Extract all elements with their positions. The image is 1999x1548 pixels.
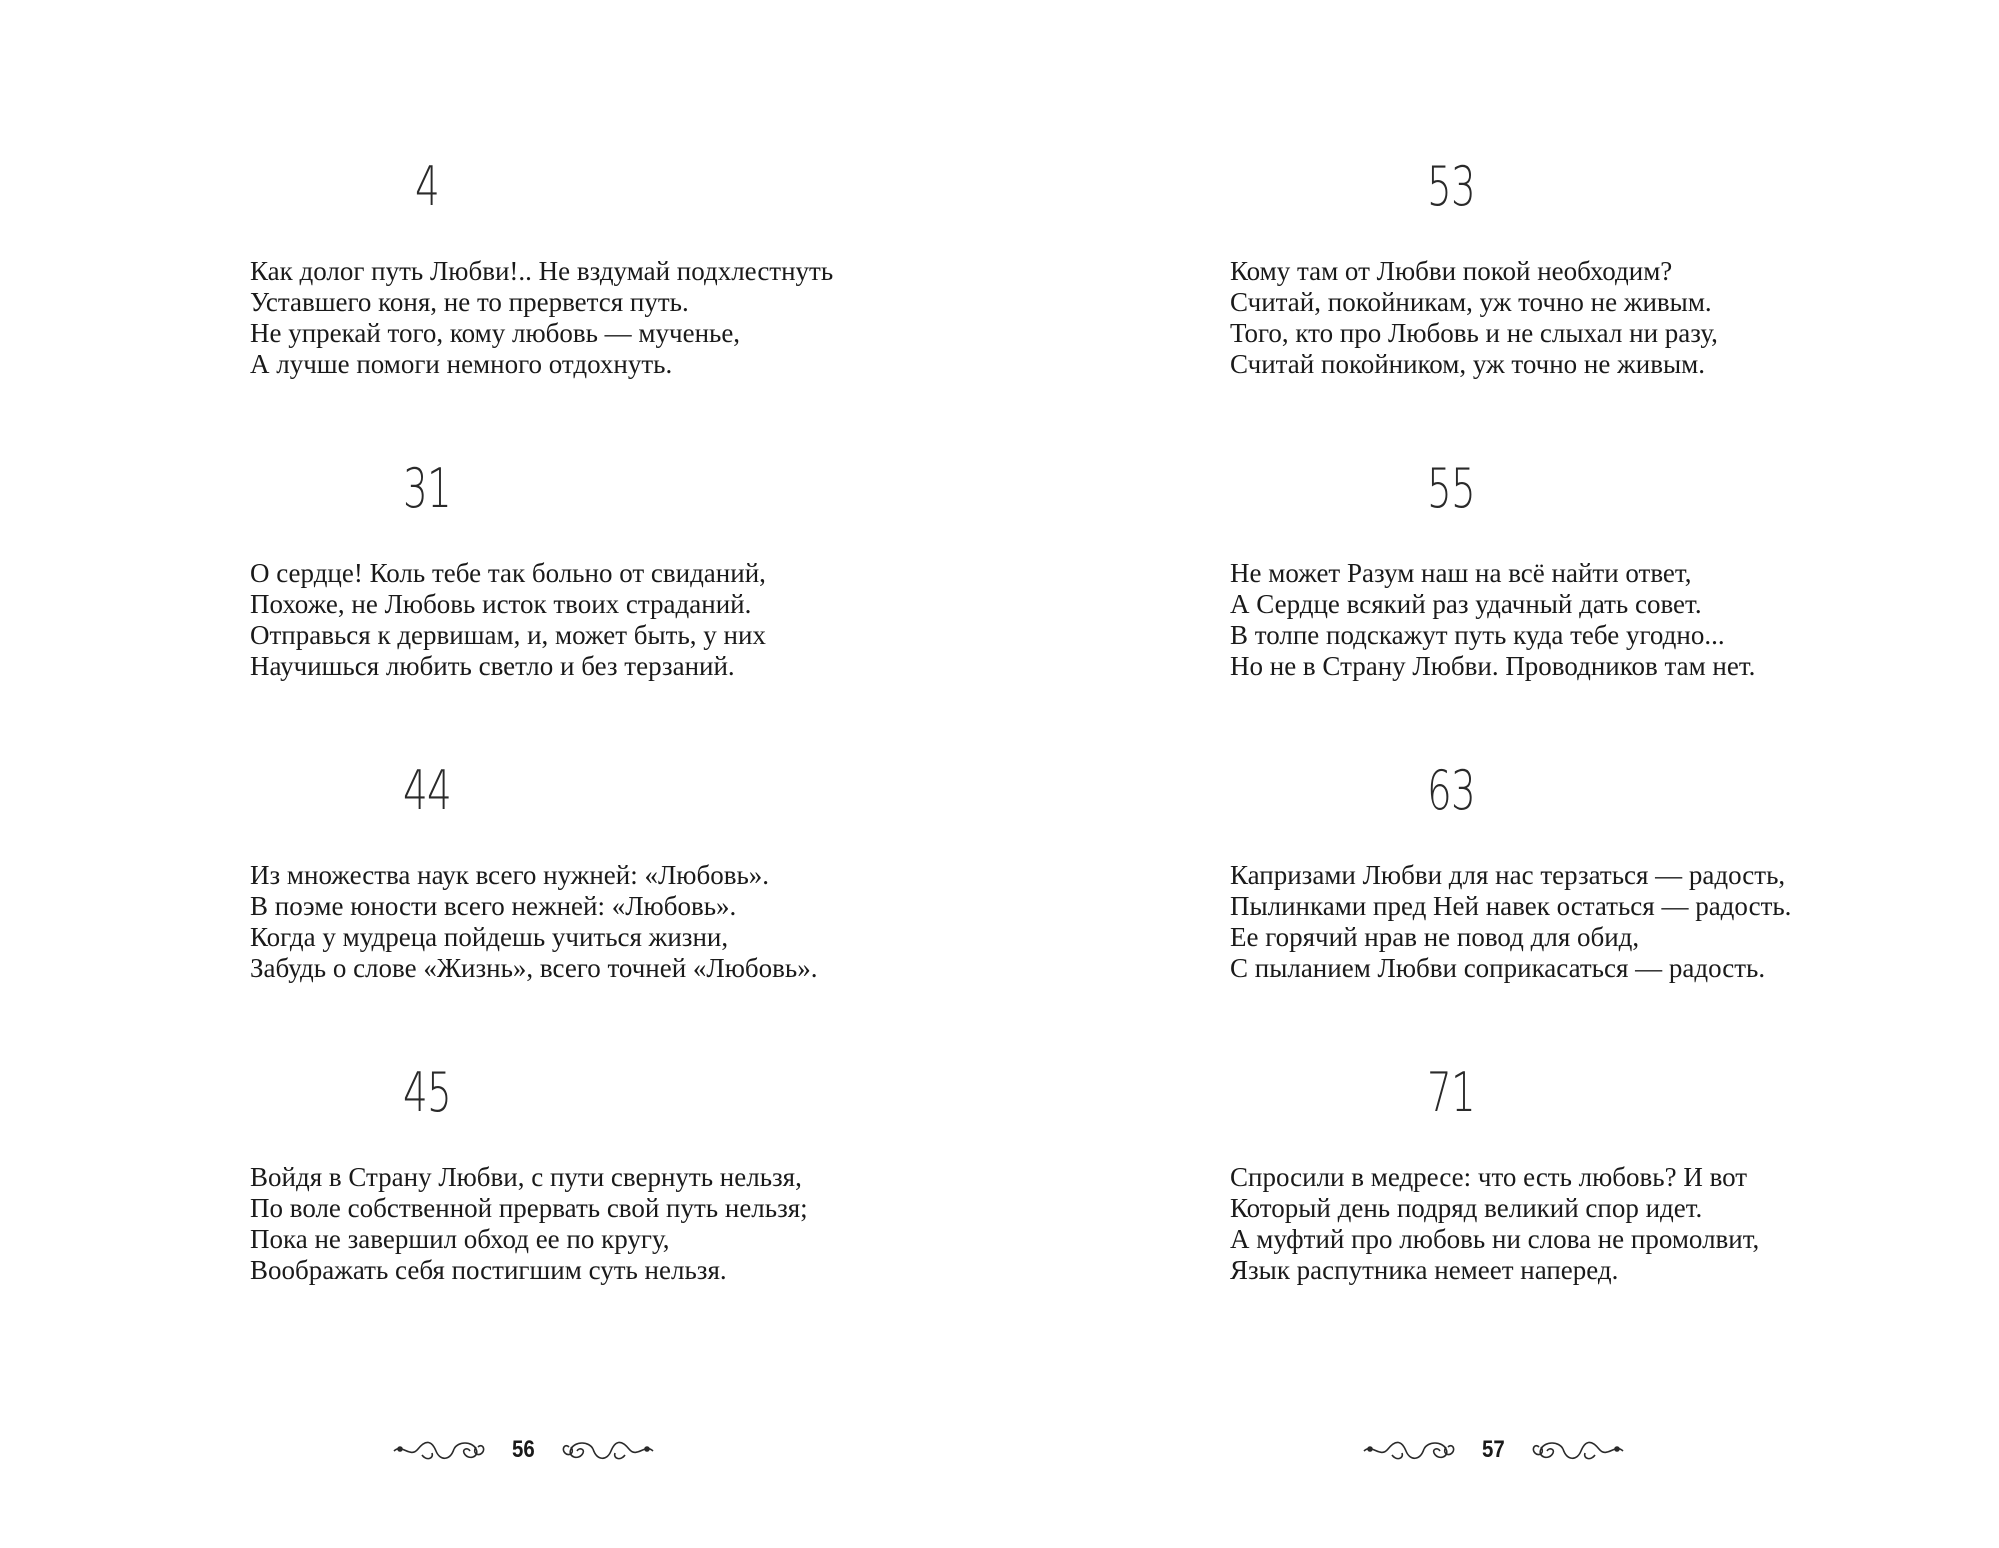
page-folio xyxy=(1362,1430,1625,1470)
poem-text xyxy=(1230,558,1755,682)
poem-line: Воображать себя постигшим суть нельзя. xyxy=(250,1255,727,1285)
poem-line: Считай покойником, уж точно не живым. xyxy=(1230,349,1705,379)
right-page xyxy=(1000,0,1999,1548)
poem-line: Забудь о слове «Жизнь», всего точней «Любовь». xyxy=(250,953,818,983)
poem-number: 31 xyxy=(402,457,452,520)
left-page xyxy=(0,0,999,1548)
poem-line: Язык распутника немеет наперед. xyxy=(1230,1255,1619,1285)
poem-line: А лучше помоги немного отдохнуть. xyxy=(250,349,673,379)
poem-text xyxy=(1230,256,1718,380)
poem-line: Ее горячий нрав не повод для обид, xyxy=(1230,922,1640,952)
poem-line: Но не в Страну Любви. Проводников там нет. xyxy=(1230,651,1756,681)
poem-line: Который день подряд великий спор идет. xyxy=(1230,1193,1703,1223)
poem-number: 63 xyxy=(1426,759,1476,822)
page-number: 57 xyxy=(1482,1436,1505,1463)
flourish-ornament-icon xyxy=(559,1435,655,1465)
poem-number: 71 xyxy=(1426,1061,1476,1124)
poem-line: А муфтий про любовь ни слова не промолвит, xyxy=(1230,1224,1760,1254)
poem-text xyxy=(250,1162,808,1286)
page-folio xyxy=(392,1430,655,1470)
poem-text xyxy=(250,256,833,380)
poem-line: Пока не завершил обход ее по кругу, xyxy=(250,1224,670,1254)
poem-line: Пылинками пред Ней навек остаться — радость. xyxy=(1230,891,1792,921)
poem-text xyxy=(1230,1162,1759,1286)
flourish-ornament-icon xyxy=(392,1435,488,1465)
poem-line: Не может Разум наш на всё найти ответ, xyxy=(1230,558,1692,588)
poem-line: Капризами Любви для нас терзаться — радость, xyxy=(1230,860,1786,890)
poem-line: В поэме юности всего нежней: «Любовь». xyxy=(250,891,737,921)
poem-line: Когда у мудреца пойдешь учиться жизни, xyxy=(250,922,729,952)
poem-number: 45 xyxy=(402,1061,452,1124)
poem-line: Не упрекай того, кому любовь — мученье, xyxy=(250,318,741,348)
poem-number: 53 xyxy=(1426,155,1476,218)
poem-line: Кому там от Любви покой необходим? xyxy=(1230,256,1673,286)
page-number: 56 xyxy=(512,1436,535,1463)
poem-line: О сердце! Коль тебе так больно от свиданий, xyxy=(250,558,766,588)
poem-line: С пыланием Любви соприкасаться — радость. xyxy=(1230,953,1766,983)
poem-line: Того, кто про Любовь и не слыхал ни разу, xyxy=(1230,318,1718,348)
poem-text xyxy=(250,558,766,682)
flourish-ornament-icon xyxy=(1362,1435,1458,1465)
poem-line: Из множества наук всего нужней: «Любовь». xyxy=(250,860,770,890)
poem-line: По воле собственной прервать свой путь нельзя; xyxy=(250,1193,808,1223)
poem-line: Уставшего коня, не то прервется путь. xyxy=(250,287,689,317)
poem-line: А Сердце всякий раз удачный дать совет. xyxy=(1230,589,1702,619)
poem-text xyxy=(250,860,817,984)
poem-text xyxy=(1230,860,1791,984)
poem-number: 55 xyxy=(1426,457,1476,520)
flourish-ornament-icon xyxy=(1529,1435,1625,1465)
poem-line: Спросили в медресе: что есть любовь? И вот xyxy=(1230,1162,1748,1192)
poem-number: 4 xyxy=(414,155,440,218)
poem-line: Как долог путь Любви!.. Не вздумай подхлестнуть xyxy=(250,256,834,286)
poem-line: Научишься любить светло и без терзаний. xyxy=(250,651,735,681)
poem-line: Похоже, не Любовь исток твоих страданий. xyxy=(250,589,752,619)
poem-number: 44 xyxy=(402,759,452,822)
poem-line: Отправься к дервишам, и, может быть, у них xyxy=(250,620,766,650)
poem-line: В толпе подскажут путь куда тебе угодно... xyxy=(1230,620,1725,650)
poem-line: Войдя в Страну Любви, с пути свернуть нельзя, xyxy=(250,1162,802,1192)
poem-line: Считай, покойникам, уж точно не живым. xyxy=(1230,287,1712,317)
